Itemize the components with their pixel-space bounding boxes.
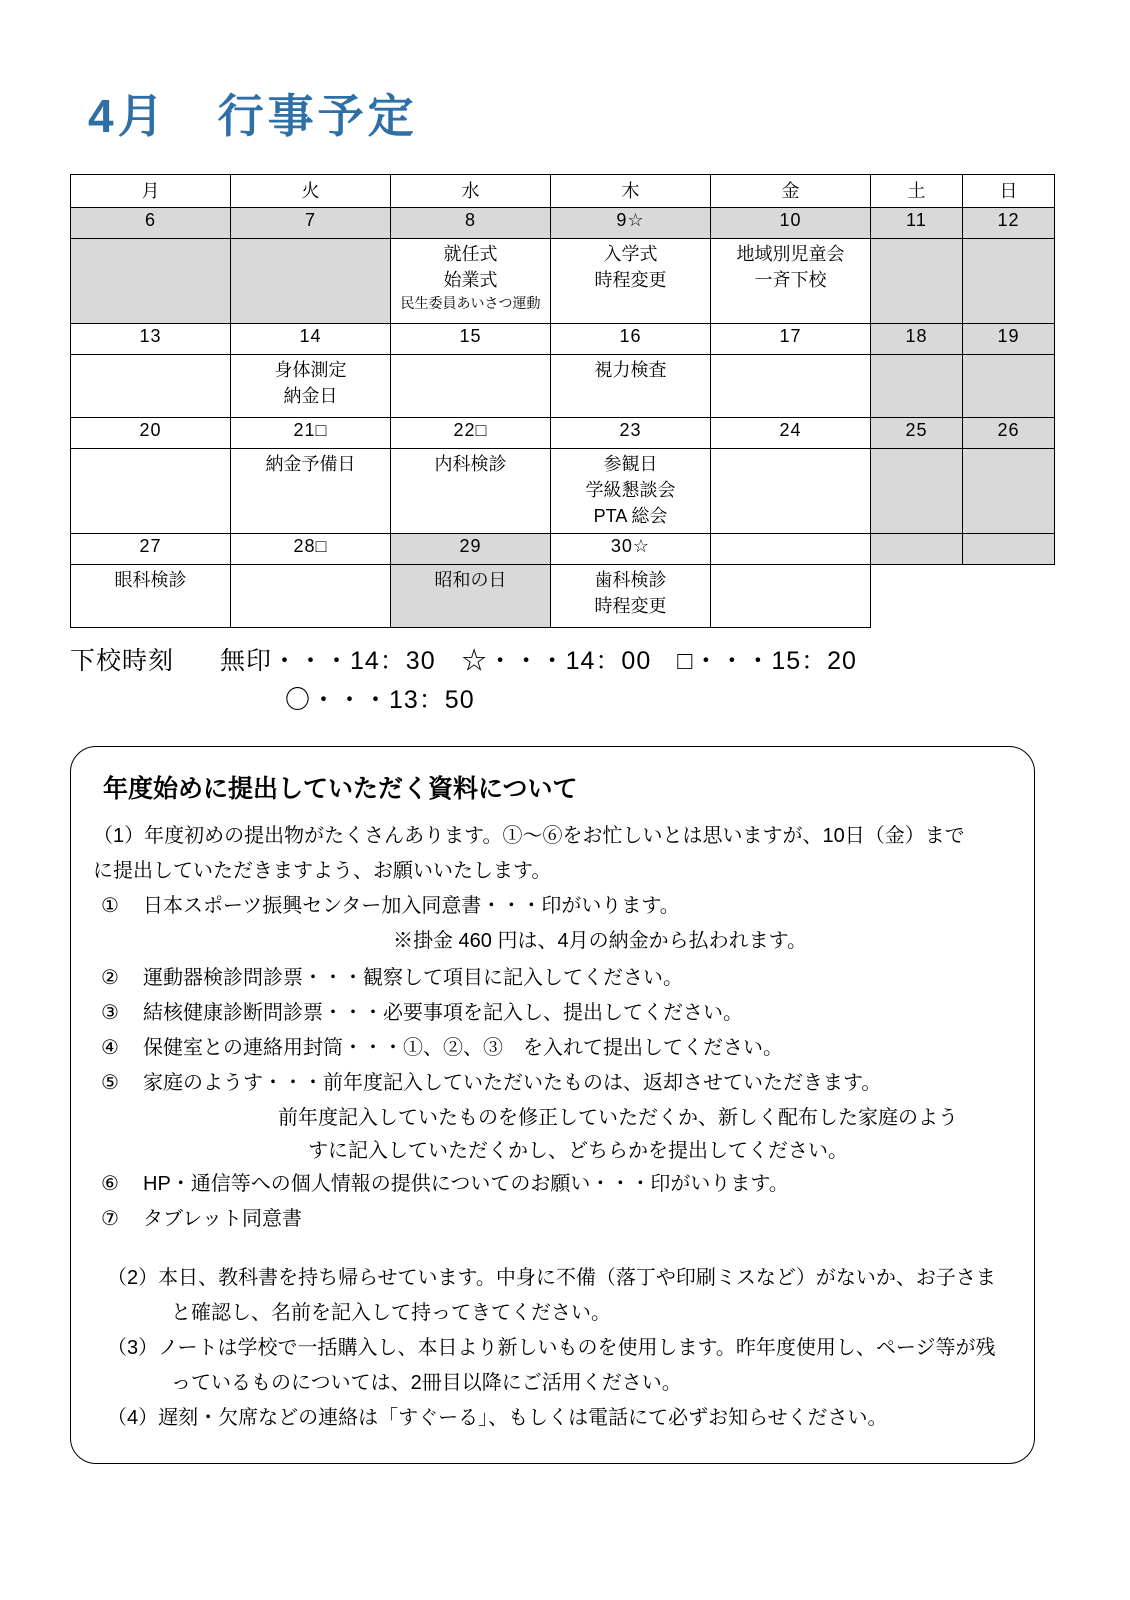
calendar-day-number-row xyxy=(71,324,1055,355)
calendar-day-number: 17 xyxy=(711,324,871,355)
calendar-day-number: 27 xyxy=(71,534,231,565)
notice-list-item xyxy=(93,1067,1012,1100)
calendar-day-number xyxy=(871,534,963,565)
notice-item-number: ⑦ xyxy=(101,1207,119,1230)
calendar-day-number: 8 xyxy=(391,208,551,239)
calendar-header-cell: 火 xyxy=(231,175,391,208)
calendar-event-row xyxy=(71,565,1055,628)
calendar-event-cell xyxy=(391,239,551,324)
calendar-day-number: 24 xyxy=(711,418,871,449)
calendar-header-cell: 水 xyxy=(391,175,551,208)
calendar-day-number: 23 xyxy=(551,418,711,449)
calendar-event-cell xyxy=(391,565,551,628)
calendar-header-row xyxy=(71,175,1055,208)
calendar-event: 入学式 xyxy=(603,244,658,264)
notice-para-2-line-1: （2）本日、教科書を持ち帰らせています。中身に不備（落丁や印刷ミスなど）がないか、お子さま xyxy=(107,1266,996,1289)
notice-item-number: ① xyxy=(101,894,119,917)
legend-line-2: 〇・・・13：50 xyxy=(285,685,475,714)
calendar-day-number xyxy=(963,534,1055,565)
notice-list-item xyxy=(93,997,1012,1030)
calendar-header-cell: 月 xyxy=(71,175,231,208)
calendar-event-cell xyxy=(711,449,871,534)
calendar-event-cell xyxy=(391,449,551,534)
calendar-event: 視力検査 xyxy=(594,360,667,380)
calendar-event: 一斉下校 xyxy=(754,270,827,291)
notice-item-text: 結核健康診断問診票・・・必要事項を記入し、提出してください。 xyxy=(143,1001,743,1024)
calendar-event: 納金日 xyxy=(283,386,338,407)
calendar-event: PTA 総会 xyxy=(593,506,668,527)
notice-box xyxy=(70,746,1035,1464)
notice-list-item xyxy=(93,1032,1012,1065)
notice-item-5-cont-2: すに記入していただくかし、どちらかを提出してください。 xyxy=(308,1139,848,1162)
calendar-event-cell xyxy=(871,239,963,324)
notice-item-text: 日本スポーツ振興センター加入同意書・・・印がいります。 xyxy=(143,894,680,917)
calendar-day-number: 7 xyxy=(231,208,391,239)
calendar-day-number: 19 xyxy=(963,324,1055,355)
calendar-event-cell xyxy=(551,239,711,324)
calendar-day-number: 25 xyxy=(871,418,963,449)
notice-item-text: タブレット同意書 xyxy=(143,1207,302,1230)
calendar-event-cell xyxy=(551,565,711,628)
calendar-event-cell xyxy=(711,565,871,628)
calendar-event-cell xyxy=(231,239,391,324)
calendar-event: 身体測定 xyxy=(274,360,347,380)
calendar-event-cell xyxy=(71,565,231,628)
calendar-header-cell: 土 xyxy=(871,175,963,208)
notice-intro-line-1: （1）年度初めの提出物がたくさんあります。①〜⑥をお忙しいとは思いますが、10日（金）まで xyxy=(93,824,965,847)
calendar-day-number: 20 xyxy=(71,418,231,449)
calendar-event: 昭和の日 xyxy=(434,570,507,590)
calendar-day-number xyxy=(711,534,871,565)
calendar-event: 歯科検診 xyxy=(594,570,667,590)
calendar-header-cell: 木 xyxy=(551,175,711,208)
calendar-day-number: 22□ xyxy=(391,418,551,449)
calendar-day-number-row xyxy=(71,208,1055,239)
calendar-event-cell xyxy=(871,355,963,418)
calendar-event: 時程変更 xyxy=(594,596,667,617)
notice-item-number: ④ xyxy=(101,1036,119,1059)
calendar-event: 民生委員あいさつ運動 xyxy=(400,295,541,312)
calendar-day-number: 15 xyxy=(391,324,551,355)
calendar-day-number: 6 xyxy=(71,208,231,239)
calendar-day-number: 30☆ xyxy=(551,534,711,565)
notice-item-text: 運動器検診問診票・・・観察して項目に記入してください。 xyxy=(143,966,683,989)
calendar-event-cell xyxy=(963,355,1055,418)
calendar-day-number: 14 xyxy=(231,324,391,355)
notice-item-text: 保健室との連絡用封筒・・・①、②、③ を入れて提出してください。 xyxy=(143,1036,783,1059)
notice-para-2-line-2: と確認し、名前を記入して持ってきてください。 xyxy=(171,1301,611,1324)
calendar-day-number: 18 xyxy=(871,324,963,355)
notice-item-number: ⑥ xyxy=(101,1172,119,1195)
notice-item-text: HP・通信等への個人情報の提供についてのお願い・・・印がいります。 xyxy=(143,1172,789,1195)
calendar-event-cell xyxy=(231,449,391,534)
calendar-day-number: 9☆ xyxy=(551,208,711,239)
calendar-day-number: 21□ xyxy=(231,418,391,449)
calendar-day-number: 10 xyxy=(711,208,871,239)
monthly-calendar xyxy=(70,174,1055,628)
notice-list-item xyxy=(93,1203,1012,1236)
legend-label: 下校時刻 xyxy=(70,647,175,675)
calendar-event-cell xyxy=(963,239,1055,324)
notice-list-item xyxy=(93,890,1012,923)
calendar-day-number: 29 xyxy=(391,534,551,565)
calendar-day-number: 26 xyxy=(963,418,1055,449)
calendar-event: 地域別児童会 xyxy=(736,244,845,264)
notice-list-item xyxy=(93,1168,1012,1201)
notice-item-number: ⑤ xyxy=(101,1071,119,1094)
page-title: 4月 行事予定 xyxy=(88,90,418,142)
notice-list-item xyxy=(93,962,1012,995)
notice-heading: 年度始めに提出していただく資料について xyxy=(103,774,578,803)
calendar-event: 納金予備日 xyxy=(265,454,356,474)
notice-item-text: 家庭のようす・・・前年度記入していただいたものは、返却させていただきます。 xyxy=(143,1071,882,1094)
calendar-day-number-row xyxy=(71,418,1055,449)
calendar-day-number: 16 xyxy=(551,324,711,355)
calendar-event-cell xyxy=(551,355,711,418)
calendar-event: 眼科検診 xyxy=(114,570,187,590)
calendar-day-number: 13 xyxy=(71,324,231,355)
calendar-event-cell xyxy=(551,449,711,534)
notice-item-number: ③ xyxy=(101,1001,119,1024)
calendar-event-cell xyxy=(391,355,551,418)
notice-intro-line-2: に提出していただきますよう、お願いいたします。 xyxy=(93,859,552,882)
dismissal-time-legend xyxy=(70,642,1060,720)
calendar-event-cell xyxy=(71,355,231,418)
calendar-event-cell xyxy=(71,239,231,324)
calendar-event-cell xyxy=(963,449,1055,534)
calendar-event: 時程変更 xyxy=(594,270,667,291)
calendar-event: 学級懇談会 xyxy=(585,480,676,501)
calendar-event: 参観日 xyxy=(603,454,658,474)
calendar-header-cell: 金 xyxy=(711,175,871,208)
calendar-event-cell xyxy=(711,239,871,324)
calendar-day-number-row xyxy=(71,534,1055,565)
notice-para-3-line-1: （3）ノートは学校で一括購入し、本日より新しいものを使用します。昨年度使用し、ページ等が残 xyxy=(107,1336,996,1359)
calendar-event-cell xyxy=(71,449,231,534)
calendar-event: 始業式 xyxy=(443,270,498,291)
calendar-header-cell: 日 xyxy=(963,175,1055,208)
calendar-event-cell xyxy=(711,355,871,418)
calendar-event: 内科検診 xyxy=(434,454,507,474)
notice-spacer xyxy=(93,1238,1012,1262)
calendar-event-row xyxy=(71,355,1055,418)
calendar-day-number: 11 xyxy=(871,208,963,239)
notice-para-4-line-1: （4）遅刻・欠席などの連絡は「すぐーる」、もしくは電話にて必ずお知らせください。 xyxy=(107,1406,888,1429)
calendar-day-number: 12 xyxy=(963,208,1055,239)
calendar-event-row xyxy=(71,449,1055,534)
notice-item-1-note: ※掛金 460 円は、4月の納金から払われます。 xyxy=(393,929,808,952)
calendar-event-cell xyxy=(871,449,963,534)
calendar-event-row xyxy=(71,239,1055,324)
calendar-day-number: 28□ xyxy=(231,534,391,565)
legend-line-1: 無印・・・14：30 ☆・・・14：00 □・・・15：20 xyxy=(220,647,857,675)
calendar-event-cell xyxy=(231,565,391,628)
calendar-event: 就任式 xyxy=(443,244,498,264)
notice-para-3-line-2: っているものについては、2冊目以降にご活用ください。 xyxy=(171,1371,682,1394)
notice-item-number: ② xyxy=(101,966,119,989)
notice-item-5-cont-1: 前年度記入していたものを修正していただくか、新しく配布した家庭のよう xyxy=(278,1106,958,1129)
calendar-event-cell xyxy=(231,355,391,418)
